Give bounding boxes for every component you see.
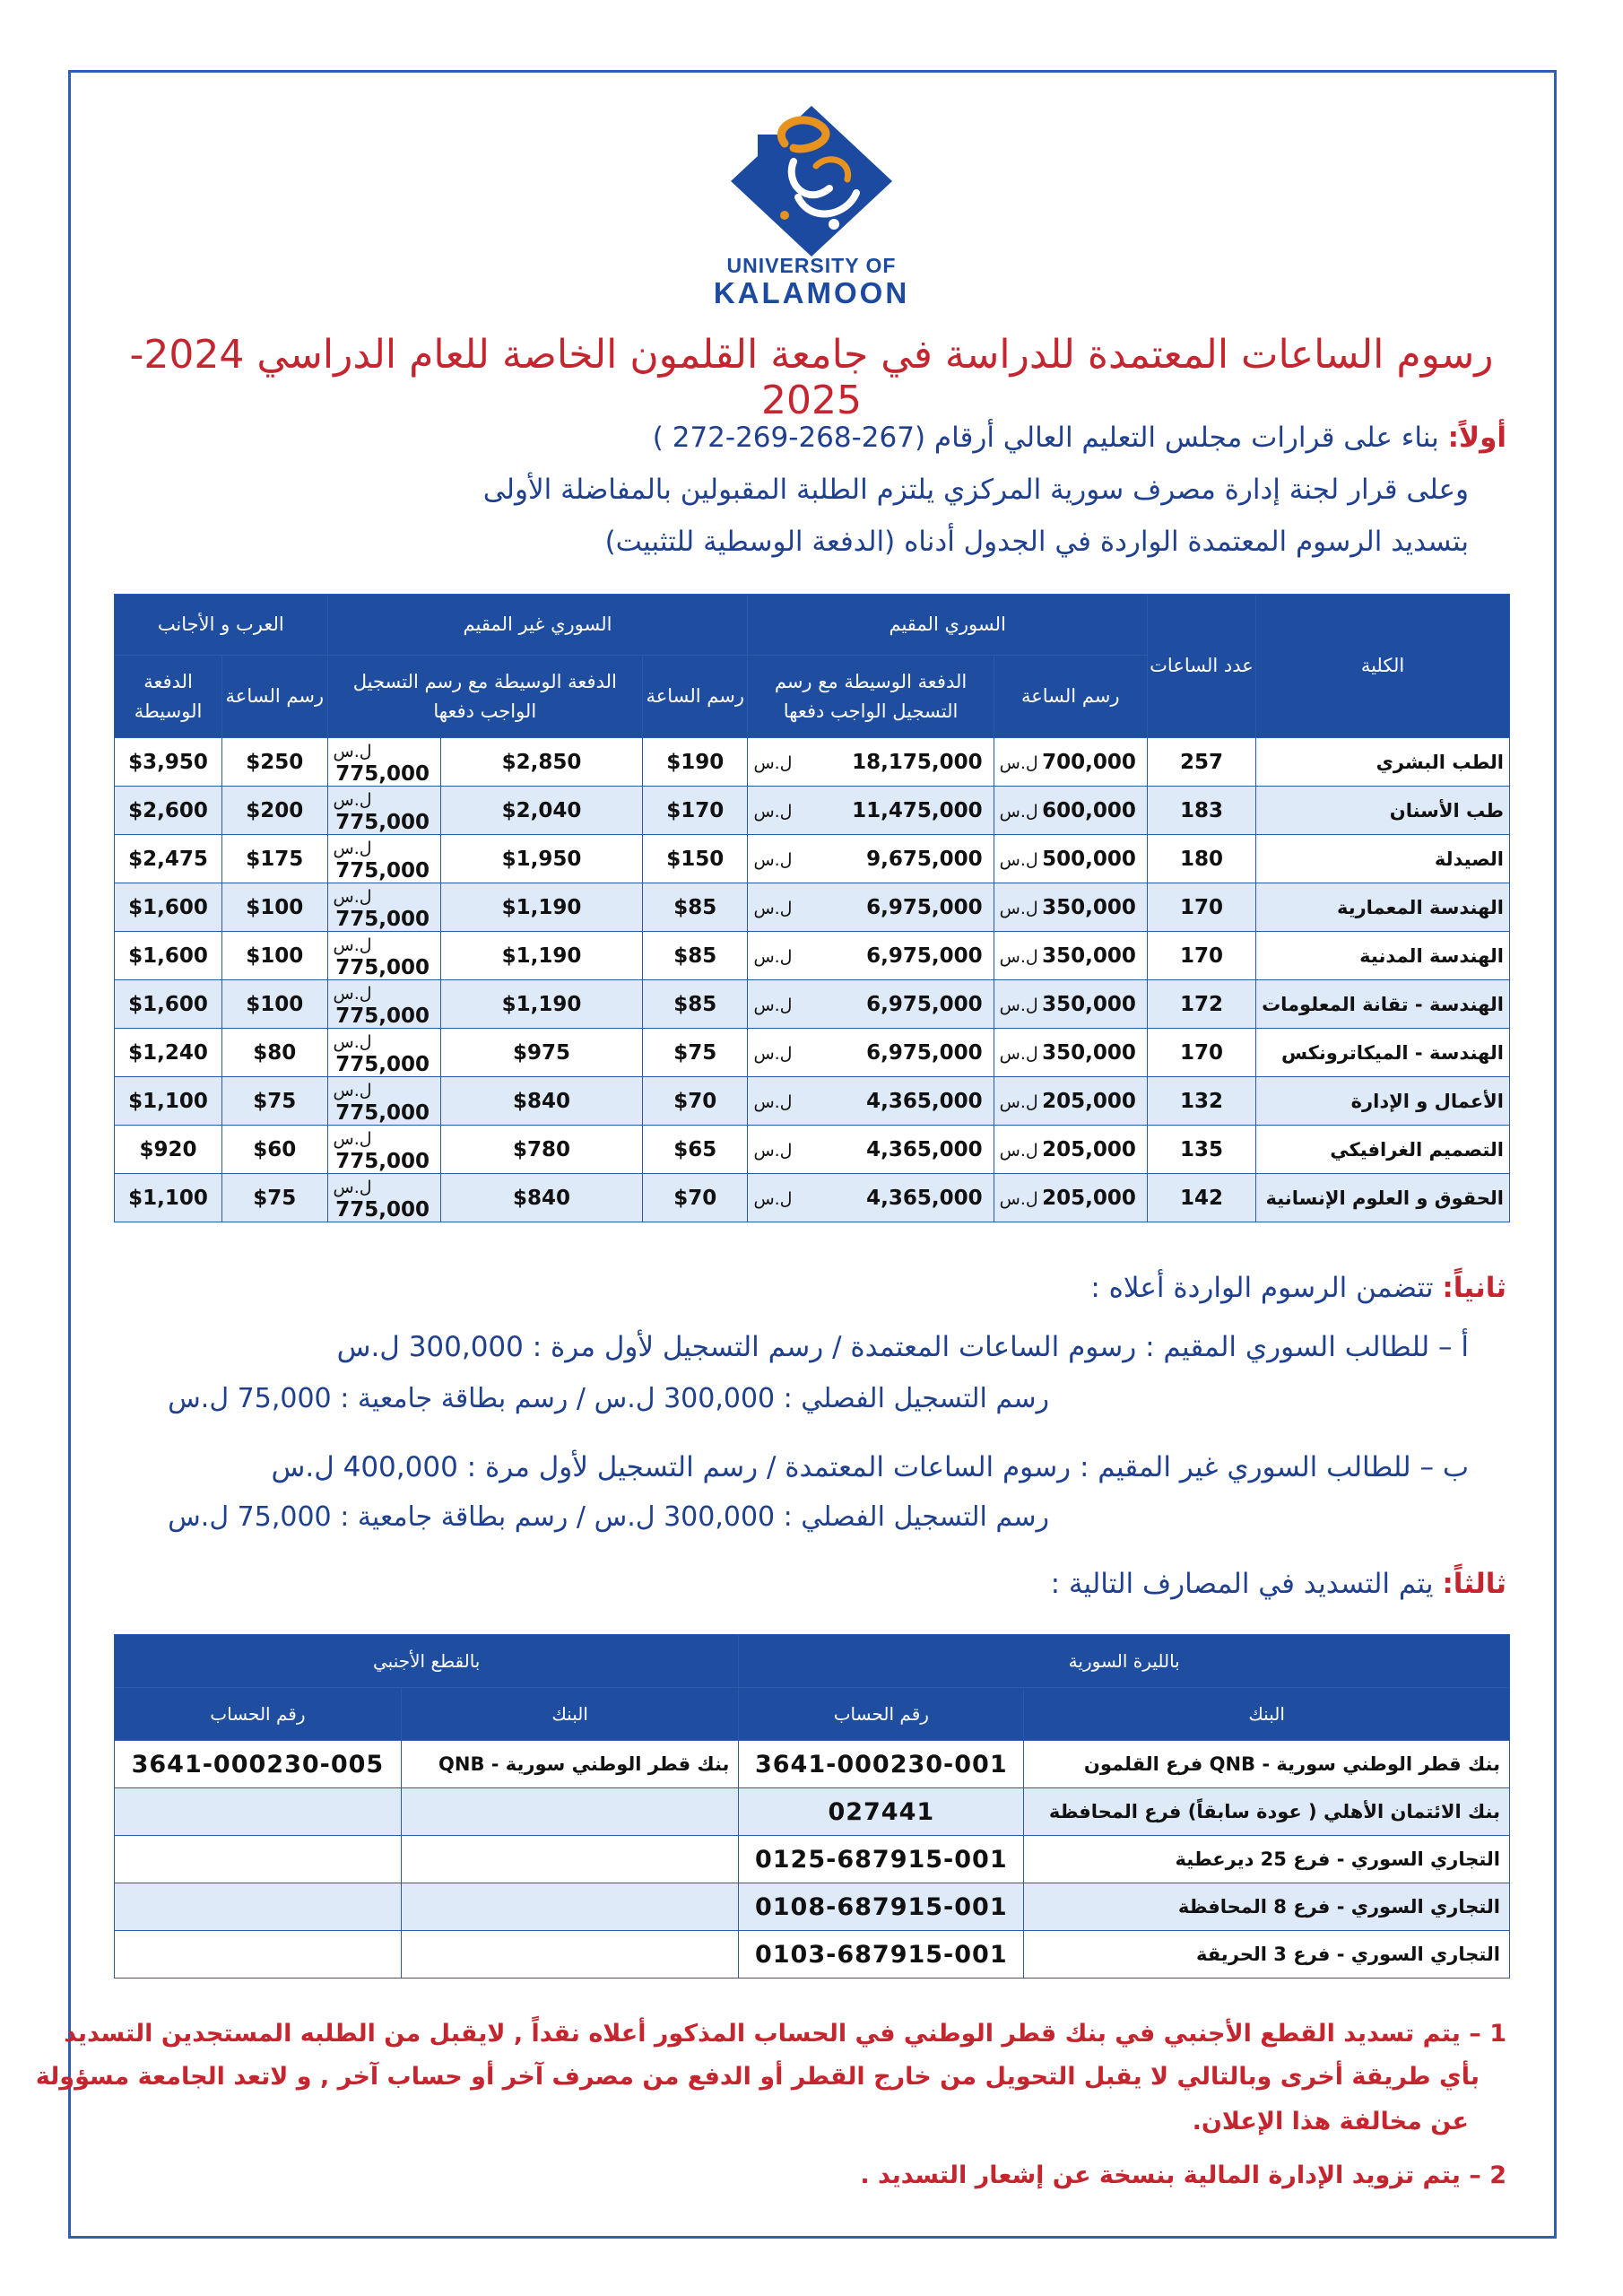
fee-foreign-hour: $80 (222, 1029, 327, 1077)
fee-foreign-down: $1,600 (115, 883, 222, 932)
fee-resident-down (748, 1029, 994, 1077)
fee-nonresident-down-usd: $1,190 (441, 932, 643, 980)
second-a-line2: رسم التسجيل الفصلي : 300,000 ل.س / رسم بطاقة جامعية : 75,000 ل.س (168, 1383, 1049, 1414)
currency-label: ل.س (333, 1177, 372, 1197)
fee-nonresident-down-usd: $840 (441, 1077, 643, 1126)
fee-nonresident-down-syp (327, 1029, 441, 1077)
fee-row (115, 932, 1510, 980)
amount-value: 205,000 (1042, 1186, 1136, 1210)
fee-faculty: الحقوق و العلوم الإنسانية (1256, 1174, 1510, 1222)
amount-value: 775,000 (335, 1197, 430, 1222)
fee-row (115, 1029, 1510, 1077)
second-label: ثانياً: (1442, 1272, 1506, 1304)
bank-syp-name: التجاري السوري - فرع 3 الحريقة (1024, 1931, 1510, 1979)
first-label: أولاً: (1447, 422, 1506, 454)
fee-foreign-hour: $60 (222, 1126, 327, 1174)
fee-foreign-down: $920 (115, 1126, 222, 1174)
note-1-line1: 1 – يتم تسديد القطع الأجنبي في بنك قطر الوطني في الحساب المذكور أعلاه نقداً , لايقبل من الطلبه المستجدين التسديد (64, 2020, 1506, 2048)
fee-resident-down (748, 835, 994, 883)
bank-syp-name: التجاري السوري - فرع 25 ديرعطية (1024, 1836, 1510, 1883)
amount-value: 775,000 (335, 1004, 430, 1028)
fee-resident-hour (994, 835, 1147, 883)
currency-label: ل.س (333, 838, 372, 858)
bank-syp-account: 0103-687915-001 (739, 1931, 1024, 1979)
currency-label: ل.س (753, 898, 793, 918)
fee-row (115, 1174, 1510, 1222)
bank-fx-name (401, 1788, 739, 1836)
fee-nonresident-hour: $170 (643, 787, 748, 835)
fee-nonresident-hour: $70 (643, 1077, 748, 1126)
amount-value: 775,000 (335, 955, 430, 979)
fee-hours: 257 (1147, 738, 1255, 787)
header-nonresident: السوري غير المقيم (327, 595, 748, 656)
bank-fx-name (401, 1883, 739, 1931)
fee-nonresident-hour: $70 (643, 1174, 748, 1222)
currency-label: ل.س (333, 789, 372, 810)
fee-nonresident-hour: $65 (643, 1126, 748, 1174)
amount-value: 500,000 (1042, 847, 1136, 871)
currency-label: ل.س (999, 801, 1038, 822)
fee-nonresident-hour: $75 (643, 1029, 748, 1077)
header-foreign-hour-fee: رسم الساعة (222, 656, 327, 738)
fee-nonresident-down-syp (327, 980, 441, 1029)
currency-label: ل.س (999, 752, 1038, 773)
second-a-line1: أ – للطالب السوري المقيم : رسوم الساعات المعتمدة / رسم التسجيل لأول مرة : 300,000 ل.س (336, 1331, 1469, 1363)
fee-hours: 170 (1147, 1029, 1255, 1077)
fee-row (115, 738, 1510, 787)
fee-hours: 170 (1147, 883, 1255, 932)
bank-fx-account (115, 1788, 402, 1836)
fee-foreign-down: $1,600 (115, 932, 222, 980)
fee-faculty: الصيدلة (1256, 835, 1510, 883)
amount-value: 775,000 (335, 1052, 430, 1076)
fee-resident-hour (994, 1126, 1147, 1174)
amount-value: 775,000 (335, 810, 430, 834)
fee-resident-down (748, 980, 994, 1029)
fee-foreign-hour: $100 (222, 980, 327, 1029)
header-resident-hour-fee: رسم الساعة (994, 656, 1147, 738)
bank-syp-account: 0108-687915-001 (739, 1883, 1024, 1931)
fee-foreign-down: $1,240 (115, 1029, 222, 1077)
currency-label: ل.س (333, 1080, 372, 1100)
fee-faculty: التصميم الغرافيكي (1256, 1126, 1510, 1174)
currency-label: ل.س (753, 1188, 793, 1209)
fee-hours: 142 (1147, 1174, 1255, 1222)
fee-resident-hour (994, 1077, 1147, 1126)
header-faculty: الكلية (1256, 595, 1510, 738)
fee-hours: 132 (1147, 1077, 1255, 1126)
bank-syp-name: التجاري السوري - فرع 8 المحافظة (1024, 1883, 1510, 1931)
fee-nonresident-down-syp (327, 932, 441, 980)
fee-nonresident-down-syp (327, 1126, 441, 1174)
first-line3: بتسديد الرسوم المعتمدة الواردة في الجدول أدناه (الدفعة الوسطية للتثبيت) (604, 526, 1469, 558)
note-1-line3: عن مخالفة هذا الإعلان. (1192, 2108, 1469, 2135)
fee-resident-down (748, 932, 994, 980)
currency-label: ل.س (753, 995, 793, 1015)
bank-row (115, 1931, 1510, 1979)
fee-nonresident-down-syp (327, 738, 441, 787)
bank-syp-name: بنك قطر الوطني سورية - QNB فرع القلمون (1024, 1741, 1510, 1788)
bank-row (115, 1788, 1510, 1836)
second-b-line2: رسم التسجيل الفصلي : 300,000 ل.س / رسم بطاقة جامعية : 75,000 ل.س (168, 1501, 1049, 1533)
fee-resident-down (748, 1126, 994, 1174)
page-title: رسوم الساعات المعتمدة للدراسة في جامعة القلمون الخاصة للعام الدراسي 2024-2025 (129, 332, 1494, 423)
fee-faculty: الهندسة المعمارية (1256, 883, 1510, 932)
currency-label: ل.س (333, 741, 372, 761)
fee-hours: 172 (1147, 980, 1255, 1029)
header-fx-bank: البنك (401, 1688, 739, 1741)
amount-value: 775,000 (335, 1100, 430, 1125)
fee-row (115, 1077, 1510, 1126)
bank-fx-account: 3641-000230-005 (115, 1741, 402, 1788)
logo-text-line2: KALAMOON (713, 276, 910, 309)
fees-table (114, 594, 1510, 1222)
fee-faculty: الأعمال و الإدارة (1256, 1077, 1510, 1126)
header-syp: بالليرة السورية (739, 1635, 1510, 1688)
currency-label: ل.س (999, 1043, 1038, 1064)
header-foreign: العرب و الأجانب (115, 595, 328, 656)
amount-value: 4,365,000 (866, 1137, 983, 1161)
logo-text-line1: UNIVERSITY OF (726, 254, 897, 277)
fee-resident-hour (994, 1174, 1147, 1222)
currency-label: ل.س (753, 1140, 793, 1161)
fee-row (115, 835, 1510, 883)
fee-foreign-hour: $75 (222, 1174, 327, 1222)
fee-resident-hour (994, 787, 1147, 835)
currency-label: ل.س (999, 849, 1038, 870)
currency-label: ل.س (999, 898, 1038, 918)
fee-row (115, 980, 1510, 1029)
fee-row (115, 787, 1510, 835)
fee-hours: 135 (1147, 1126, 1255, 1174)
currency-label: ل.س (753, 801, 793, 822)
banks-table (114, 1634, 1510, 1979)
fee-resident-hour (994, 980, 1147, 1029)
amount-value: 6,975,000 (866, 895, 983, 919)
bank-row (115, 1883, 1510, 1931)
first-line1 (653, 422, 1506, 454)
amount-value: 775,000 (335, 761, 430, 786)
fee-faculty: طب الأسنان (1256, 787, 1510, 835)
currency-label: ل.س (333, 1128, 372, 1149)
bank-fx-account (115, 1836, 402, 1883)
fee-hours: 170 (1147, 932, 1255, 980)
currency-label: ل.س (999, 946, 1038, 967)
fee-foreign-hour: $175 (222, 835, 327, 883)
bank-fx-name (401, 1931, 739, 1979)
fee-foreign-hour: $200 (222, 787, 327, 835)
amount-value: 350,000 (1042, 1040, 1136, 1065)
fee-nonresident-down-usd: $2,040 (441, 787, 643, 835)
fee-hours: 183 (1147, 787, 1255, 835)
fee-foreign-down: $2,475 (115, 835, 222, 883)
bank-syp-name: بنك الائتمان الأهلي ( عودة سابقاً) فرع المحافظة (1024, 1788, 1510, 1836)
first-line1-text: بناء على قرارات مجلس التعليم العالي أرقام (267-268-269-272 ) (652, 422, 1439, 454)
amount-value: 6,975,000 (866, 992, 983, 1016)
fee-resident-down (748, 883, 994, 932)
bank-syp-account: 0125-687915-001 (739, 1836, 1024, 1883)
fee-foreign-down: $2,600 (115, 787, 222, 835)
currency-label: ل.س (753, 1043, 793, 1064)
fee-resident-hour (994, 1029, 1147, 1077)
amount-value: 205,000 (1042, 1089, 1136, 1113)
second-intro: تتضمن الرسوم الواردة أعلاه : (1090, 1272, 1434, 1304)
third-intro: يتم التسديد في المصارف التالية : (1050, 1568, 1434, 1600)
fee-nonresident-hour: $190 (643, 738, 748, 787)
fee-resident-hour (994, 883, 1147, 932)
note-2: 2 – يتم تزويد الإدارة المالية بنسخة عن إشعار التسديد . (860, 2161, 1506, 2189)
fee-resident-down (748, 738, 994, 787)
currency-label: ل.س (753, 946, 793, 967)
fee-foreign-down: $3,950 (115, 738, 222, 787)
header-hours: عدد الساعات (1147, 595, 1255, 738)
fee-nonresident-down-syp (327, 1077, 441, 1126)
header-syp-bank: البنك (1024, 1688, 1510, 1741)
header-resident-down: الدفعة الوسيطة مع رسم التسجيل الواجب دفعها (748, 656, 994, 738)
currency-label: ل.س (333, 1031, 372, 1052)
fee-foreign-hour: $250 (222, 738, 327, 787)
fee-nonresident-down-usd: $1,950 (441, 835, 643, 883)
fee-nonresident-hour: $85 (643, 980, 748, 1029)
amount-value: 6,975,000 (866, 1040, 983, 1065)
fee-foreign-hour: $100 (222, 932, 327, 980)
header-nonresident-hour-fee: رسم الساعة (643, 656, 748, 738)
amount-value: 205,000 (1042, 1137, 1136, 1161)
amount-value: 4,365,000 (866, 1186, 983, 1210)
fee-nonresident-down-syp (327, 1174, 441, 1222)
amount-value: 350,000 (1042, 944, 1136, 968)
fee-faculty: الهندسة - تقانة المعلومات (1256, 980, 1510, 1029)
fee-nonresident-down-syp (327, 883, 441, 932)
amount-value: 6,975,000 (866, 944, 983, 968)
bank-fx-account (115, 1931, 402, 1979)
bank-syp-account: 027441 (739, 1788, 1024, 1836)
amount-value: 775,000 (335, 907, 430, 931)
bank-fx-account (115, 1883, 402, 1931)
currency-label: ل.س (753, 849, 793, 870)
header-nonresident-down: الدفعة الوسيطة مع رسم التسجيل الواجب دفعها (327, 656, 643, 738)
fee-nonresident-down-syp (327, 787, 441, 835)
header-fx: بالقطع الأجنبي (115, 1635, 739, 1688)
fee-hours: 180 (1147, 835, 1255, 883)
header-resident: السوري المقيم (748, 595, 1147, 656)
fee-nonresident-down-usd: $1,190 (441, 883, 643, 932)
currency-label: ل.س (333, 983, 372, 1004)
amount-value: 350,000 (1042, 992, 1136, 1016)
fee-resident-down (748, 1077, 994, 1126)
fee-resident-down (748, 1174, 994, 1222)
currency-label: ل.س (999, 1091, 1038, 1112)
amount-value: 4,365,000 (866, 1089, 983, 1113)
header-fx-account: رقم الحساب (115, 1688, 402, 1741)
amount-value: 775,000 (335, 858, 430, 883)
note-1-line2: بأي طريقة أخرى وبالتالي لا يقبل التحويل من خارج القطر أو الدفع من مصرف آخر أو حساب آخر , و لاتعد الجامعة مسؤولة (35, 2063, 1480, 2091)
amount-value: 600,000 (1042, 798, 1136, 822)
fee-resident-hour (994, 932, 1147, 980)
currency-label: ل.س (753, 752, 793, 773)
fee-faculty: الطب البشري (1256, 738, 1510, 787)
amount-value: 700,000 (1042, 750, 1136, 774)
fee-nonresident-down-usd: $975 (441, 1029, 643, 1077)
currency-label: ل.س (999, 995, 1038, 1015)
fee-resident-hour (994, 738, 1147, 787)
fee-nonresident-hour: $85 (643, 932, 748, 980)
third-label: ثالثاً: (1442, 1568, 1506, 1600)
bank-fx-name (401, 1836, 739, 1883)
fee-faculty: الهندسة المدنية (1256, 932, 1510, 980)
header-foreign-down: الدفعة الوسيطة (115, 656, 222, 738)
first-line2: وعلى قرار لجنة إدارة مصرف سورية المركزي يلتزم الطلبة المقبولين بالمفاضلة الأولى (482, 474, 1469, 506)
currency-label: ل.س (999, 1140, 1038, 1161)
second-heading (1090, 1272, 1506, 1304)
bank-syp-account: 3641-000230-001 (739, 1741, 1024, 1788)
amount-value: 18,175,000 (852, 750, 983, 774)
fee-nonresident-down-usd: $2,850 (441, 738, 643, 787)
fee-row (115, 883, 1510, 932)
fee-foreign-down: $1,600 (115, 980, 222, 1029)
bank-row (115, 1741, 1510, 1788)
bank-fx-name: بنك قطر الوطني سورية - QNB (401, 1741, 739, 1788)
bank-row (115, 1836, 1510, 1883)
fee-faculty: الهندسة - الميكاترونكس (1256, 1029, 1510, 1077)
fee-row (115, 1126, 1510, 1174)
fee-foreign-hour: $100 (222, 883, 327, 932)
fee-nonresident-hour: $150 (643, 835, 748, 883)
fee-nonresident-down-usd: $1,190 (441, 980, 643, 1029)
amount-value: 350,000 (1042, 895, 1136, 919)
fee-foreign-down: $1,100 (115, 1174, 222, 1222)
fee-resident-down (748, 787, 994, 835)
currency-label: ل.س (333, 935, 372, 955)
fee-nonresident-down-syp (327, 835, 441, 883)
fee-nonresident-down-usd: $840 (441, 1174, 643, 1222)
header-syp-account: رقم الحساب (739, 1688, 1024, 1741)
fee-nonresident-down-usd: $780 (441, 1126, 643, 1174)
amount-value: 9,675,000 (866, 847, 983, 871)
currency-label: ل.س (333, 886, 372, 907)
amount-value: 775,000 (335, 1149, 430, 1173)
currency-label: ل.س (999, 1188, 1038, 1209)
fee-foreign-down: $1,100 (115, 1077, 222, 1126)
second-b-line1: ب – للطالب السوري غير المقيم : رسوم الساعات المعتمدة / رسم التسجيل لأول مرة : 400,000 ل.س (271, 1451, 1469, 1483)
third-heading (1051, 1568, 1506, 1600)
amount-value: 11,475,000 (852, 798, 983, 822)
fee-foreign-hour: $75 (222, 1077, 327, 1126)
currency-label: ل.س (753, 1091, 793, 1112)
fee-nonresident-hour: $85 (643, 883, 748, 932)
